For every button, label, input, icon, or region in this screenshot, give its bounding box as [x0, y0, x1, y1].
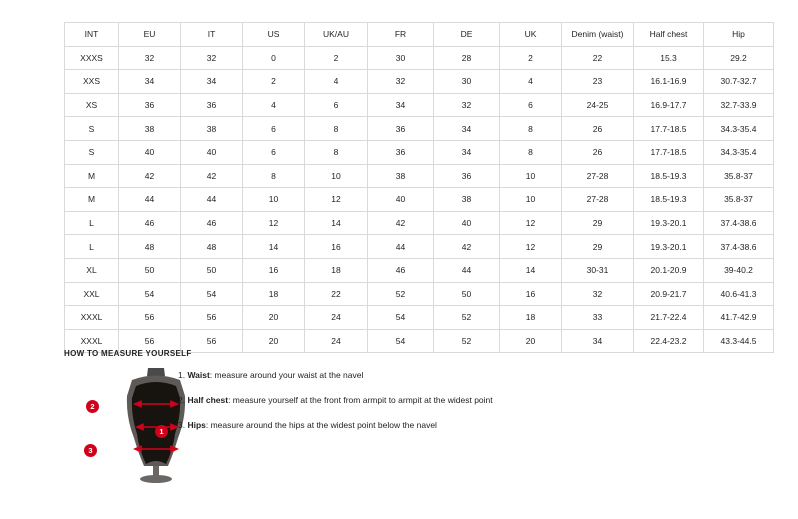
cell-denim-waist: 33 [562, 306, 634, 330]
cell-de: 50 [434, 282, 500, 306]
column-header-denim-waist: Denim (waist) [562, 23, 634, 47]
cell-it: 44 [181, 188, 243, 212]
cell-int: XS [65, 93, 119, 117]
cell-de: 28 [434, 46, 500, 70]
cell-de: 44 [434, 258, 500, 282]
cell-uk: 2 [500, 46, 562, 70]
cell-denim-waist: 32 [562, 282, 634, 306]
cell-int: S [65, 140, 119, 164]
marker-badge-waist: 1 [155, 425, 168, 438]
column-header-ukau: UK/AU [305, 23, 368, 47]
marker-badge-hips: 3 [84, 444, 97, 457]
table-row [65, 258, 774, 282]
cell-uk: 16 [500, 282, 562, 306]
cell-hip: 37.4-38.6 [704, 235, 774, 259]
instruction-number-half-chest: 2. [178, 395, 188, 405]
cell-int: M [65, 164, 119, 188]
cell-it: 36 [181, 93, 243, 117]
cell-us: 12 [243, 211, 305, 235]
cell-half-chest: 18.5-19.3 [634, 188, 704, 212]
cell-it: 54 [181, 282, 243, 306]
cell-uk: 14 [500, 258, 562, 282]
cell-us: 20 [243, 329, 305, 353]
cell-uk: 10 [500, 188, 562, 212]
cell-uk: 4 [500, 70, 562, 94]
cell-ukau: 22 [305, 282, 368, 306]
table-row [65, 70, 774, 94]
cell-hip: 40.6-41.3 [704, 282, 774, 306]
cell-half-chest: 20.9-21.7 [634, 282, 704, 306]
cell-hip: 34.3-35.4 [704, 117, 774, 141]
cell-hip: 41.7-42.9 [704, 306, 774, 330]
cell-denim-waist: 23 [562, 70, 634, 94]
cell-denim-waist: 34 [562, 329, 634, 353]
table-row [65, 211, 774, 235]
cell-de: 52 [434, 329, 500, 353]
table-header [65, 23, 774, 47]
instruction-text-hips: : measure around the hips at the widest point below the navel [205, 420, 437, 430]
cell-eu: 44 [119, 188, 181, 212]
table-body [65, 46, 774, 353]
cell-half-chest: 22.4-23.2 [634, 329, 704, 353]
cell-eu: 54 [119, 282, 181, 306]
cell-uk: 18 [500, 306, 562, 330]
table-row [65, 282, 774, 306]
cell-us: 6 [243, 140, 305, 164]
cell-uk: 10 [500, 164, 562, 188]
marker-badge-half-chest: 2 [86, 400, 99, 413]
size-chart-table [64, 22, 774, 353]
cell-us: 6 [243, 117, 305, 141]
cell-hip: 29.2 [704, 46, 774, 70]
measure-instructions-list [178, 369, 598, 444]
column-header-eu: EU [119, 23, 181, 47]
cell-denim-waist: 26 [562, 140, 634, 164]
table-row [65, 188, 774, 212]
cell-eu: 46 [119, 211, 181, 235]
cell-eu: 36 [119, 93, 181, 117]
instruction-item-hips [178, 419, 598, 431]
cell-de: 42 [434, 235, 500, 259]
cell-it: 42 [181, 164, 243, 188]
cell-us: 4 [243, 93, 305, 117]
how-to-measure-title: HOW TO MEASURE YOURSELF [64, 349, 192, 358]
column-header-half-chest: Half chest [634, 23, 704, 47]
table-row [65, 46, 774, 70]
cell-ukau: 4 [305, 70, 368, 94]
cell-int: L [65, 235, 119, 259]
cell-eu: 48 [119, 235, 181, 259]
cell-ukau: 8 [305, 117, 368, 141]
cell-de: 32 [434, 93, 500, 117]
cell-uk: 8 [500, 140, 562, 164]
cell-denim-waist: 22 [562, 46, 634, 70]
table-row [65, 164, 774, 188]
table-row [65, 306, 774, 330]
cell-half-chest: 18.5-19.3 [634, 164, 704, 188]
column-header-us: US [243, 23, 305, 47]
table-row [65, 140, 774, 164]
instruction-term-waist: Waist [187, 370, 210, 380]
size-chart-container [64, 22, 757, 353]
cell-hip: 39-40.2 [704, 258, 774, 282]
cell-half-chest: 21.7-22.4 [634, 306, 704, 330]
column-header-it: IT [181, 23, 243, 47]
cell-eu: 56 [119, 306, 181, 330]
cell-uk: 12 [500, 211, 562, 235]
cell-de: 40 [434, 211, 500, 235]
cell-half-chest: 16.9-17.7 [634, 93, 704, 117]
cell-half-chest: 20.1-20.9 [634, 258, 704, 282]
cell-hip: 35.8-37 [704, 164, 774, 188]
cell-ukau: 16 [305, 235, 368, 259]
cell-fr: 32 [368, 70, 434, 94]
instruction-text-half-chest: : measure yourself at the front from armpit to armpit at the widest point [228, 395, 493, 405]
cell-it: 56 [181, 329, 243, 353]
cell-half-chest: 16.1-16.9 [634, 70, 704, 94]
cell-half-chest: 17.7-18.5 [634, 117, 704, 141]
cell-fr: 36 [368, 117, 434, 141]
cell-denim-waist: 27-28 [562, 164, 634, 188]
cell-int: XXL [65, 282, 119, 306]
instruction-number-hips: 3. [178, 420, 188, 430]
instruction-item-waist [178, 369, 598, 381]
cell-half-chest: 17.7-18.5 [634, 140, 704, 164]
cell-half-chest: 19.3-20.1 [634, 235, 704, 259]
cell-fr: 44 [368, 235, 434, 259]
cell-de: 52 [434, 306, 500, 330]
cell-us: 8 [243, 164, 305, 188]
column-header-fr: FR [368, 23, 434, 47]
cell-int: M [65, 188, 119, 212]
cell-int: XXXL [65, 306, 119, 330]
table-row [65, 235, 774, 259]
cell-hip: 43.3-44.5 [704, 329, 774, 353]
cell-half-chest: 15.3 [634, 46, 704, 70]
cell-hip: 37.4-38.6 [704, 211, 774, 235]
cell-de: 36 [434, 164, 500, 188]
cell-int: XXXS [65, 46, 119, 70]
cell-fr: 46 [368, 258, 434, 282]
cell-ukau: 8 [305, 140, 368, 164]
cell-eu: 32 [119, 46, 181, 70]
cell-ukau: 14 [305, 211, 368, 235]
column-header-uk: UK [500, 23, 562, 47]
cell-fr: 54 [368, 329, 434, 353]
cell-fr: 30 [368, 46, 434, 70]
column-header-int: INT [65, 23, 119, 47]
cell-denim-waist: 24-25 [562, 93, 634, 117]
table-row [65, 93, 774, 117]
cell-it: 34 [181, 70, 243, 94]
cell-fr: 54 [368, 306, 434, 330]
cell-eu: 40 [119, 140, 181, 164]
cell-uk: 6 [500, 93, 562, 117]
cell-denim-waist: 26 [562, 117, 634, 141]
cell-it: 38 [181, 117, 243, 141]
cell-ukau: 6 [305, 93, 368, 117]
cell-eu: 50 [119, 258, 181, 282]
instruction-term-hips: Hips [187, 420, 206, 430]
cell-int: XXXL [65, 329, 119, 353]
cell-ukau: 2 [305, 46, 368, 70]
cell-uk: 12 [500, 235, 562, 259]
instruction-number-waist: 1. [178, 370, 188, 380]
cell-fr: 40 [368, 188, 434, 212]
cell-uk: 20 [500, 329, 562, 353]
cell-it: 40 [181, 140, 243, 164]
cell-fr: 34 [368, 93, 434, 117]
cell-denim-waist: 29 [562, 235, 634, 259]
cell-it: 50 [181, 258, 243, 282]
cell-int: XL [65, 258, 119, 282]
cell-int: L [65, 211, 119, 235]
cell-us: 16 [243, 258, 305, 282]
cell-us: 18 [243, 282, 305, 306]
cell-eu: 56 [119, 329, 181, 353]
cell-hip: 34.3-35.4 [704, 140, 774, 164]
cell-fr: 36 [368, 140, 434, 164]
column-header-de: DE [434, 23, 500, 47]
cell-it: 46 [181, 211, 243, 235]
cell-int: S [65, 117, 119, 141]
cell-de: 38 [434, 188, 500, 212]
cell-ukau: 12 [305, 188, 368, 212]
cell-ukau: 24 [305, 329, 368, 353]
cell-it: 32 [181, 46, 243, 70]
cell-fr: 52 [368, 282, 434, 306]
table-row [65, 117, 774, 141]
cell-de: 34 [434, 117, 500, 141]
cell-us: 10 [243, 188, 305, 212]
cell-ukau: 24 [305, 306, 368, 330]
cell-hip: 30.7-32.7 [704, 70, 774, 94]
cell-half-chest: 19.3-20.1 [634, 211, 704, 235]
cell-denim-waist: 29 [562, 211, 634, 235]
cell-int: XXS [65, 70, 119, 94]
cell-us: 0 [243, 46, 305, 70]
cell-fr: 42 [368, 211, 434, 235]
cell-eu: 42 [119, 164, 181, 188]
cell-de: 30 [434, 70, 500, 94]
table-header-row [65, 23, 774, 47]
cell-denim-waist: 27-28 [562, 188, 634, 212]
cell-us: 2 [243, 70, 305, 94]
column-header-hip: Hip [704, 23, 774, 47]
cell-ukau: 10 [305, 164, 368, 188]
instruction-text-waist: : measure around your waist at the navel [209, 370, 364, 380]
cell-it: 48 [181, 235, 243, 259]
cell-denim-waist: 30-31 [562, 258, 634, 282]
cell-us: 14 [243, 235, 305, 259]
cell-us: 20 [243, 306, 305, 330]
instruction-item-half-chest [178, 394, 598, 406]
cell-it: 56 [181, 306, 243, 330]
cell-uk: 8 [500, 117, 562, 141]
cell-de: 34 [434, 140, 500, 164]
cell-fr: 38 [368, 164, 434, 188]
cell-ukau: 18 [305, 258, 368, 282]
cell-eu: 34 [119, 70, 181, 94]
instruction-term-half-chest: Half chest [187, 395, 229, 405]
cell-eu: 38 [119, 117, 181, 141]
cell-hip: 32.7-33.9 [704, 93, 774, 117]
cell-hip: 35.8-37 [704, 188, 774, 212]
